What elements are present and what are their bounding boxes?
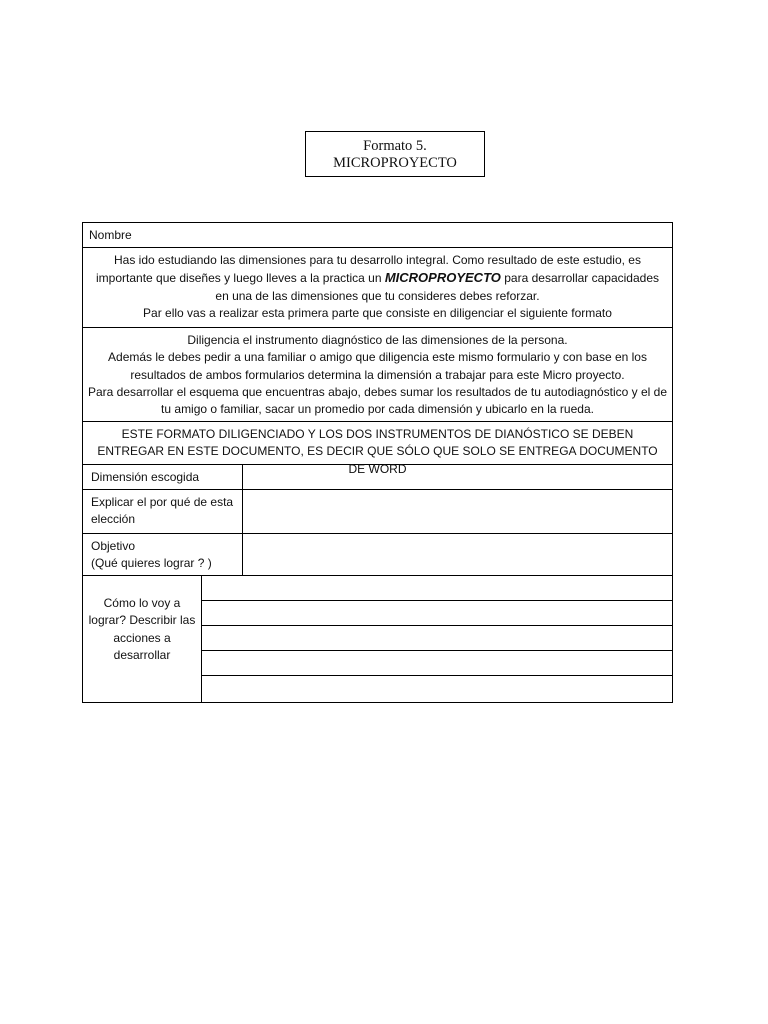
intro-text-part1: Has ido estudiando las dimensiones para tu desarrollo integral. Como resultado de este estudio, es importante que diseñes y luego lleves a la practica un — [96, 253, 641, 286]
notice-row — [83, 422, 672, 476]
dimension-label: Dimensión escogida — [83, 465, 243, 489]
instructions-row — [83, 328, 672, 422]
action-line-4[interactable] — [202, 651, 672, 676]
objective-label-line1: Objetivo — [91, 539, 136, 553]
format-number: Formato 5. — [363, 138, 427, 154]
objective-label — [83, 534, 243, 575]
instructions-line1: Diligencia el instrumento diagnóstico de las dimensiones de la persona. — [187, 333, 568, 347]
intro-text — [83, 248, 672, 322]
dimension-row — [83, 465, 672, 490]
intro-text-part2: para desarrollar capacidades en una de las dimensiones que tu consideres debes reforzar. — [215, 271, 659, 303]
instructions-line2: Además le debes pedir a una familiar o amigo que diligencia este mismo formulario y con base en los resultados de ambos formularios determina la dimensión a trabajar para este Micro proyecto. — [108, 350, 647, 382]
dimension-field[interactable] — [243, 465, 672, 489]
objective-field[interactable] — [243, 534, 672, 575]
action-line-2[interactable] — [202, 601, 672, 626]
action-line-3[interactable] — [202, 626, 672, 651]
intro-line4: Par ello vas a realizar esta primera parte que consiste en diligenciar el siguiente formato — [143, 305, 612, 320]
intro-row — [83, 248, 672, 328]
reason-field[interactable] — [243, 490, 672, 533]
actions-row — [83, 576, 672, 702]
document-title: MICROPROYECTO — [333, 155, 457, 171]
reason-label: Explicar el por qué de esta elección — [83, 490, 243, 533]
reason-row — [83, 490, 672, 534]
name-label: Nombre — [89, 228, 132, 242]
objective-label-line2: (Qué quieres lograr ? ) — [91, 556, 212, 571]
action-line-5[interactable] — [202, 676, 672, 701]
instructions-line3: Para desarrollar el esquema que encuentras abajo, debes sumar los resultados de tu autodiagnóstico y el de tu amigo o familiar, sacar un promedio por cada dimensión y ubicarlo en la rueda. — [87, 384, 668, 417]
name-row[interactable] — [83, 223, 672, 248]
actions-lines — [202, 576, 672, 702]
intro-emphasis: MICROPROYECTO — [384, 270, 501, 286]
microproject-form — [82, 222, 673, 703]
instructions-text — [83, 328, 672, 418]
action-line-1[interactable] — [202, 576, 672, 601]
objective-row — [83, 534, 672, 576]
actions-label: Cómo lo voy a lograr? Describir las acciones a desarrollar — [83, 576, 202, 702]
document-title-box — [305, 131, 485, 177]
notice-text: ESTE FORMATO DILIGENCIADO Y LOS DOS INSTRUMENTOS DE DIANÓSTICO SE DEBEN ENTREGAR EN ESTE DOCUMENTO, ES DECIR QUE SÓLO QUE SOLO SE ENTREGA DOCUMENTO DE WORD — [97, 427, 658, 476]
